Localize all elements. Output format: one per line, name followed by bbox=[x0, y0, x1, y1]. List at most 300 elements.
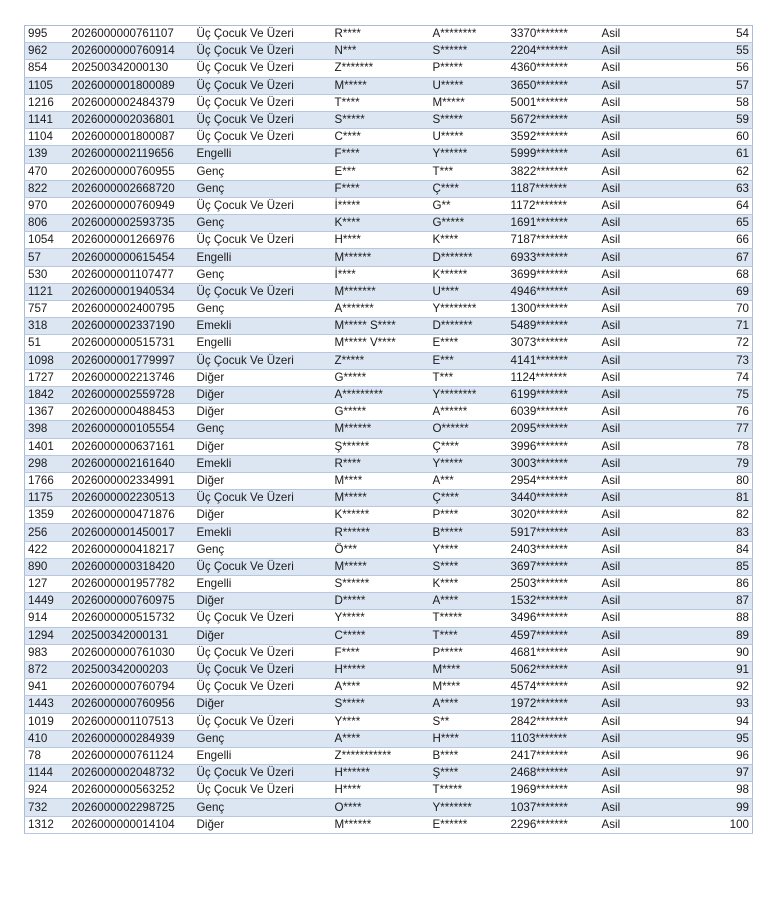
cell-first-name-masked: G***** bbox=[332, 369, 430, 386]
cell-category: Üç Çocuk Ve Üzeri bbox=[194, 782, 332, 799]
cell-reference-number: 2026000001800087 bbox=[69, 129, 194, 146]
cell-category: Üç Çocuk Ve Üzeri bbox=[194, 765, 332, 782]
cell-application-number: 822 bbox=[25, 180, 69, 197]
table-row bbox=[25, 146, 753, 163]
cell-category: Emekli bbox=[194, 524, 332, 541]
cell-last-name-masked: A**** bbox=[430, 696, 508, 713]
cell-application-number: 1359 bbox=[25, 507, 69, 524]
cell-status: Asil bbox=[599, 421, 689, 438]
cell-first-name-masked: E*** bbox=[332, 163, 430, 180]
cell-reference-number: 2026000000760956 bbox=[69, 696, 194, 713]
table-row bbox=[25, 713, 753, 730]
cell-reference-number: 202500342000130 bbox=[69, 60, 194, 77]
cell-reference-number: 2026000000471876 bbox=[69, 507, 194, 524]
cell-last-name-masked: S***** bbox=[430, 111, 508, 128]
cell-first-name-masked: H**** bbox=[332, 782, 430, 799]
table-row bbox=[25, 318, 753, 335]
cell-reference-number: 2026000001940534 bbox=[69, 283, 194, 300]
cell-application-number: 298 bbox=[25, 455, 69, 472]
cell-first-name-masked: K****** bbox=[332, 507, 430, 524]
table-row bbox=[25, 60, 753, 77]
cell-category: Engelli bbox=[194, 335, 332, 352]
cell-last-name-masked: T**** bbox=[430, 627, 508, 644]
cell-status: Asil bbox=[599, 111, 689, 128]
table-row bbox=[25, 129, 753, 146]
cell-category: Üç Çocuk Ve Üzeri bbox=[194, 610, 332, 627]
cell-id-number-masked: 2954******* bbox=[508, 472, 599, 489]
cell-rank: 91 bbox=[689, 661, 753, 678]
cell-rank: 87 bbox=[689, 593, 753, 610]
cell-id-number-masked: 2842******* bbox=[508, 713, 599, 730]
cell-status: Asil bbox=[599, 816, 689, 833]
cell-reference-number: 2026000000418217 bbox=[69, 541, 194, 558]
cell-id-number-masked: 5489******* bbox=[508, 318, 599, 335]
cell-last-name-masked: Y******** bbox=[430, 386, 508, 403]
cell-application-number: 1054 bbox=[25, 232, 69, 249]
cell-application-number: 398 bbox=[25, 421, 69, 438]
table-row bbox=[25, 369, 753, 386]
cell-category: Engelli bbox=[194, 146, 332, 163]
cell-first-name-masked: F**** bbox=[332, 146, 430, 163]
cell-last-name-masked: U***** bbox=[430, 129, 508, 146]
cell-category: Diğer bbox=[194, 816, 332, 833]
cell-first-name-masked: M**** bbox=[332, 472, 430, 489]
cell-reference-number: 2026000000515732 bbox=[69, 610, 194, 627]
cell-id-number-masked: 3370******* bbox=[508, 26, 599, 43]
cell-application-number: 983 bbox=[25, 644, 69, 661]
cell-first-name-masked: Z*********** bbox=[332, 747, 430, 764]
cell-last-name-masked: G** bbox=[430, 197, 508, 214]
cell-last-name-masked: Y***** bbox=[430, 455, 508, 472]
cell-id-number-masked: 2296******* bbox=[508, 816, 599, 833]
cell-id-number-masked: 1172******* bbox=[508, 197, 599, 214]
cell-last-name-masked: T***** bbox=[430, 782, 508, 799]
cell-last-name-masked: E*** bbox=[430, 352, 508, 369]
cell-category: Üç Çocuk Ve Üzeri bbox=[194, 129, 332, 146]
cell-id-number-masked: 5062******* bbox=[508, 661, 599, 678]
cell-first-name-masked: S****** bbox=[332, 576, 430, 593]
cell-id-number-masked: 3020******* bbox=[508, 507, 599, 524]
cell-application-number: 1141 bbox=[25, 111, 69, 128]
cell-status: Asil bbox=[599, 524, 689, 541]
cell-rank: 100 bbox=[689, 816, 753, 833]
cell-status: Asil bbox=[599, 94, 689, 111]
table-row bbox=[25, 679, 753, 696]
cell-status: Asil bbox=[599, 146, 689, 163]
cell-rank: 78 bbox=[689, 438, 753, 455]
cell-application-number: 1367 bbox=[25, 404, 69, 421]
cell-application-number: 962 bbox=[25, 43, 69, 60]
cell-rank: 89 bbox=[689, 627, 753, 644]
cell-status: Asil bbox=[599, 730, 689, 747]
table-row bbox=[25, 438, 753, 455]
cell-application-number: 1216 bbox=[25, 94, 69, 111]
table-row bbox=[25, 249, 753, 266]
cell-reference-number: 2026000000105554 bbox=[69, 421, 194, 438]
cell-reference-number: 2026000002559728 bbox=[69, 386, 194, 403]
cell-first-name-masked: Z***** bbox=[332, 352, 430, 369]
cell-status: Asil bbox=[599, 215, 689, 232]
cell-last-name-masked: A**** bbox=[430, 593, 508, 610]
cell-last-name-masked: H**** bbox=[430, 730, 508, 747]
table-row bbox=[25, 163, 753, 180]
cell-id-number-masked: 4574******* bbox=[508, 679, 599, 696]
cell-last-name-masked: U**** bbox=[430, 283, 508, 300]
table-row bbox=[25, 180, 753, 197]
cell-first-name-masked: K**** bbox=[332, 215, 430, 232]
cell-last-name-masked: Y******** bbox=[430, 301, 508, 318]
cell-application-number: 1105 bbox=[25, 77, 69, 94]
cell-rank: 98 bbox=[689, 782, 753, 799]
cell-first-name-masked: M***** S**** bbox=[332, 318, 430, 335]
cell-first-name-masked: A******* bbox=[332, 301, 430, 318]
cell-first-name-masked: A********* bbox=[332, 386, 430, 403]
cell-reference-number: 2026000002298725 bbox=[69, 799, 194, 816]
cell-category: Engelli bbox=[194, 576, 332, 593]
cell-id-number-masked: 3996******* bbox=[508, 438, 599, 455]
cell-status: Asil bbox=[599, 782, 689, 799]
cell-rank: 88 bbox=[689, 610, 753, 627]
cell-rank: 81 bbox=[689, 490, 753, 507]
table-row bbox=[25, 232, 753, 249]
cell-status: Asil bbox=[599, 747, 689, 764]
cell-reference-number: 2026000002048732 bbox=[69, 765, 194, 782]
cell-last-name-masked: D******* bbox=[430, 318, 508, 335]
cell-application-number: 757 bbox=[25, 301, 69, 318]
cell-category: Diğer bbox=[194, 696, 332, 713]
cell-status: Asil bbox=[599, 507, 689, 524]
cell-last-name-masked: K**** bbox=[430, 576, 508, 593]
cell-reference-number: 2026000002213746 bbox=[69, 369, 194, 386]
cell-application-number: 914 bbox=[25, 610, 69, 627]
cell-first-name-masked: M****** bbox=[332, 421, 430, 438]
cell-category: Genç bbox=[194, 163, 332, 180]
cell-status: Asil bbox=[599, 352, 689, 369]
cell-id-number-masked: 3073******* bbox=[508, 335, 599, 352]
cell-id-number-masked: 4360******* bbox=[508, 60, 599, 77]
table-row bbox=[25, 507, 753, 524]
cell-last-name-masked: M***** bbox=[430, 94, 508, 111]
cell-reference-number: 2026000001266976 bbox=[69, 232, 194, 249]
cell-last-name-masked: D******* bbox=[430, 249, 508, 266]
cell-status: Asil bbox=[599, 472, 689, 489]
cell-reference-number: 2026000002593735 bbox=[69, 215, 194, 232]
cell-last-name-masked: B**** bbox=[430, 747, 508, 764]
cell-category: Genç bbox=[194, 421, 332, 438]
cell-first-name-masked: O**** bbox=[332, 799, 430, 816]
cell-rank: 57 bbox=[689, 77, 753, 94]
cell-application-number: 1104 bbox=[25, 129, 69, 146]
cell-id-number-masked: 3650******* bbox=[508, 77, 599, 94]
cell-last-name-masked: P**** bbox=[430, 507, 508, 524]
cell-reference-number: 2026000002484379 bbox=[69, 94, 194, 111]
cell-last-name-masked: Y****** bbox=[430, 146, 508, 163]
cell-id-number-masked: 4681******* bbox=[508, 644, 599, 661]
cell-first-name-masked: D***** bbox=[332, 593, 430, 610]
table-row bbox=[25, 524, 753, 541]
table-row bbox=[25, 94, 753, 111]
cell-application-number: 1312 bbox=[25, 816, 69, 833]
table-row bbox=[25, 215, 753, 232]
cell-last-name-masked: T*** bbox=[430, 163, 508, 180]
cell-id-number-masked: 7187******* bbox=[508, 232, 599, 249]
cell-rank: 96 bbox=[689, 747, 753, 764]
cell-application-number: 732 bbox=[25, 799, 69, 816]
cell-rank: 55 bbox=[689, 43, 753, 60]
cell-category: Emekli bbox=[194, 318, 332, 335]
cell-reference-number: 2026000002337190 bbox=[69, 318, 194, 335]
cell-status: Asil bbox=[599, 696, 689, 713]
cell-rank: 61 bbox=[689, 146, 753, 163]
cell-rank: 85 bbox=[689, 558, 753, 575]
cell-rank: 80 bbox=[689, 472, 753, 489]
cell-last-name-masked: B***** bbox=[430, 524, 508, 541]
cell-first-name-masked: Ş****** bbox=[332, 438, 430, 455]
table-row bbox=[25, 816, 753, 833]
cell-status: Asil bbox=[599, 679, 689, 696]
cell-category: Diğer bbox=[194, 472, 332, 489]
cell-last-name-masked: P***** bbox=[430, 644, 508, 661]
cell-first-name-masked: R****** bbox=[332, 524, 430, 541]
cell-reference-number: 2026000001107513 bbox=[69, 713, 194, 730]
cell-status: Asil bbox=[599, 369, 689, 386]
cell-rank: 58 bbox=[689, 94, 753, 111]
cell-category: Üç Çocuk Ve Üzeri bbox=[194, 283, 332, 300]
cell-category: Diğer bbox=[194, 507, 332, 524]
table-row bbox=[25, 283, 753, 300]
cell-status: Asil bbox=[599, 541, 689, 558]
cell-id-number-masked: 2417******* bbox=[508, 747, 599, 764]
cell-status: Asil bbox=[599, 661, 689, 678]
cell-rank: 92 bbox=[689, 679, 753, 696]
table-row bbox=[25, 644, 753, 661]
cell-application-number: 1443 bbox=[25, 696, 69, 713]
cell-rank: 99 bbox=[689, 799, 753, 816]
cell-rank: 59 bbox=[689, 111, 753, 128]
cell-first-name-masked: Y***** bbox=[332, 610, 430, 627]
cell-first-name-masked: H****** bbox=[332, 765, 430, 782]
cell-application-number: 51 bbox=[25, 335, 69, 352]
cell-rank: 83 bbox=[689, 524, 753, 541]
cell-category: Diğer bbox=[194, 404, 332, 421]
cell-status: Asil bbox=[599, 576, 689, 593]
cell-first-name-masked: R**** bbox=[332, 26, 430, 43]
table-row bbox=[25, 490, 753, 507]
cell-first-name-masked: M***** bbox=[332, 77, 430, 94]
cell-category: Üç Çocuk Ve Üzeri bbox=[194, 77, 332, 94]
table-row bbox=[25, 421, 753, 438]
cell-last-name-masked: E****** bbox=[430, 816, 508, 833]
table-row bbox=[25, 197, 753, 214]
cell-first-name-masked: A**** bbox=[332, 679, 430, 696]
cell-rank: 54 bbox=[689, 26, 753, 43]
table-row bbox=[25, 799, 753, 816]
cell-category: Genç bbox=[194, 180, 332, 197]
cell-category: Diğer bbox=[194, 438, 332, 455]
cell-first-name-masked: M***** V**** bbox=[332, 335, 430, 352]
cell-status: Asil bbox=[599, 197, 689, 214]
cell-rank: 71 bbox=[689, 318, 753, 335]
cell-application-number: 318 bbox=[25, 318, 69, 335]
cell-application-number: 1842 bbox=[25, 386, 69, 403]
cell-application-number: 127 bbox=[25, 576, 69, 593]
table-row bbox=[25, 730, 753, 747]
table-row bbox=[25, 661, 753, 678]
cell-reference-number: 2026000000488453 bbox=[69, 404, 194, 421]
cell-category: Üç Çocuk Ve Üzeri bbox=[194, 644, 332, 661]
cell-application-number: 256 bbox=[25, 524, 69, 541]
cell-reference-number: 2026000001450017 bbox=[69, 524, 194, 541]
cell-application-number: 1019 bbox=[25, 713, 69, 730]
cell-first-name-masked: İ**** bbox=[332, 266, 430, 283]
cell-first-name-masked: G***** bbox=[332, 404, 430, 421]
cell-first-name-masked: N*** bbox=[332, 43, 430, 60]
cell-category: Genç bbox=[194, 799, 332, 816]
cell-application-number: 890 bbox=[25, 558, 69, 575]
cell-reference-number: 2026000002400795 bbox=[69, 301, 194, 318]
cell-reference-number: 202500342000203 bbox=[69, 661, 194, 678]
cell-last-name-masked: P***** bbox=[430, 60, 508, 77]
cell-id-number-masked: 2468******* bbox=[508, 765, 599, 782]
cell-application-number: 1449 bbox=[25, 593, 69, 610]
cell-reference-number: 2026000002119656 bbox=[69, 146, 194, 163]
cell-status: Asil bbox=[599, 163, 689, 180]
table-row bbox=[25, 627, 753, 644]
cell-rank: 75 bbox=[689, 386, 753, 403]
cell-category: Diğer bbox=[194, 386, 332, 403]
cell-first-name-masked: M***** bbox=[332, 558, 430, 575]
cell-first-name-masked: S***** bbox=[332, 696, 430, 713]
cell-id-number-masked: 3440******* bbox=[508, 490, 599, 507]
table-row bbox=[25, 111, 753, 128]
cell-first-name-masked: C**** bbox=[332, 129, 430, 146]
cell-rank: 84 bbox=[689, 541, 753, 558]
cell-status: Asil bbox=[599, 301, 689, 318]
cell-first-name-masked: İ***** bbox=[332, 197, 430, 214]
cell-reference-number: 2026000000760955 bbox=[69, 163, 194, 180]
cell-first-name-masked: M***** bbox=[332, 490, 430, 507]
cell-reference-number: 2026000000760794 bbox=[69, 679, 194, 696]
cell-last-name-masked: S** bbox=[430, 713, 508, 730]
cell-last-name-masked: U***** bbox=[430, 77, 508, 94]
cell-reference-number: 2026000001800089 bbox=[69, 77, 194, 94]
cell-rank: 60 bbox=[689, 129, 753, 146]
table-row bbox=[25, 43, 753, 60]
table-row bbox=[25, 765, 753, 782]
cell-reference-number: 2026000000760949 bbox=[69, 197, 194, 214]
cell-category: Üç Çocuk Ve Üzeri bbox=[194, 352, 332, 369]
cell-rank: 77 bbox=[689, 421, 753, 438]
cell-category: Üç Çocuk Ve Üzeri bbox=[194, 490, 332, 507]
cell-last-name-masked: Y******* bbox=[430, 799, 508, 816]
cell-status: Asil bbox=[599, 644, 689, 661]
cell-application-number: 941 bbox=[25, 679, 69, 696]
cell-category: Üç Çocuk Ve Üzeri bbox=[194, 679, 332, 696]
cell-first-name-masked: C***** bbox=[332, 627, 430, 644]
cell-reference-number: 2026000000014104 bbox=[69, 816, 194, 833]
cell-status: Asil bbox=[599, 283, 689, 300]
cell-status: Asil bbox=[599, 232, 689, 249]
cell-rank: 62 bbox=[689, 163, 753, 180]
cell-reference-number: 2026000000760914 bbox=[69, 43, 194, 60]
cell-category: Üç Çocuk Ve Üzeri bbox=[194, 558, 332, 575]
cell-reference-number: 2026000000760975 bbox=[69, 593, 194, 610]
table-row bbox=[25, 455, 753, 472]
cell-rank: 70 bbox=[689, 301, 753, 318]
results-table bbox=[24, 25, 753, 834]
cell-id-number-masked: 1969******* bbox=[508, 782, 599, 799]
cell-status: Asil bbox=[599, 713, 689, 730]
cell-id-number-masked: 1037******* bbox=[508, 799, 599, 816]
cell-id-number-masked: 3496******* bbox=[508, 610, 599, 627]
cell-reference-number: 2026000000515731 bbox=[69, 335, 194, 352]
cell-id-number-masked: 5999******* bbox=[508, 146, 599, 163]
cell-last-name-masked: Ç**** bbox=[430, 438, 508, 455]
cell-reference-number: 2026000000761107 bbox=[69, 26, 194, 43]
cell-category: Genç bbox=[194, 541, 332, 558]
cell-rank: 73 bbox=[689, 352, 753, 369]
cell-category: Diğer bbox=[194, 369, 332, 386]
cell-application-number: 854 bbox=[25, 60, 69, 77]
cell-category: Engelli bbox=[194, 747, 332, 764]
cell-category: Engelli bbox=[194, 249, 332, 266]
cell-application-number: 1766 bbox=[25, 472, 69, 489]
cell-rank: 65 bbox=[689, 215, 753, 232]
cell-first-name-masked: H**** bbox=[332, 232, 430, 249]
cell-id-number-masked: 3822******* bbox=[508, 163, 599, 180]
cell-application-number: 872 bbox=[25, 661, 69, 678]
cell-status: Asil bbox=[599, 610, 689, 627]
cell-id-number-masked: 2403******* bbox=[508, 541, 599, 558]
cell-status: Asil bbox=[599, 335, 689, 352]
table-row bbox=[25, 541, 753, 558]
cell-application-number: 970 bbox=[25, 197, 69, 214]
cell-rank: 66 bbox=[689, 232, 753, 249]
cell-last-name-masked: A*** bbox=[430, 472, 508, 489]
cell-last-name-masked: A******** bbox=[430, 26, 508, 43]
cell-last-name-masked: S****** bbox=[430, 43, 508, 60]
table-row bbox=[25, 26, 753, 43]
cell-reference-number: 2026000002230513 bbox=[69, 490, 194, 507]
cell-last-name-masked: S**** bbox=[430, 558, 508, 575]
table-row bbox=[25, 593, 753, 610]
cell-reference-number: 2026000002334991 bbox=[69, 472, 194, 489]
cell-reference-number: 2026000002161640 bbox=[69, 455, 194, 472]
cell-reference-number: 2026000002668720 bbox=[69, 180, 194, 197]
cell-status: Asil bbox=[599, 180, 689, 197]
cell-first-name-masked: H***** bbox=[332, 661, 430, 678]
cell-application-number: 78 bbox=[25, 747, 69, 764]
cell-last-name-masked: Ç**** bbox=[430, 490, 508, 507]
cell-category: Üç Çocuk Ve Üzeri bbox=[194, 26, 332, 43]
cell-category: Üç Çocuk Ve Üzeri bbox=[194, 713, 332, 730]
cell-rank: 68 bbox=[689, 266, 753, 283]
cell-id-number-masked: 5672******* bbox=[508, 111, 599, 128]
cell-first-name-masked: Z******* bbox=[332, 60, 430, 77]
cell-status: Asil bbox=[599, 490, 689, 507]
cell-rank: 93 bbox=[689, 696, 753, 713]
cell-status: Asil bbox=[599, 558, 689, 575]
cell-id-number-masked: 6933******* bbox=[508, 249, 599, 266]
cell-rank: 72 bbox=[689, 335, 753, 352]
cell-rank: 56 bbox=[689, 60, 753, 77]
table-row bbox=[25, 782, 753, 799]
cell-last-name-masked: T*** bbox=[430, 369, 508, 386]
cell-application-number: 530 bbox=[25, 266, 69, 283]
cell-id-number-masked: 3003******* bbox=[508, 455, 599, 472]
cell-id-number-masked: 6039******* bbox=[508, 404, 599, 421]
cell-last-name-masked: M**** bbox=[430, 661, 508, 678]
